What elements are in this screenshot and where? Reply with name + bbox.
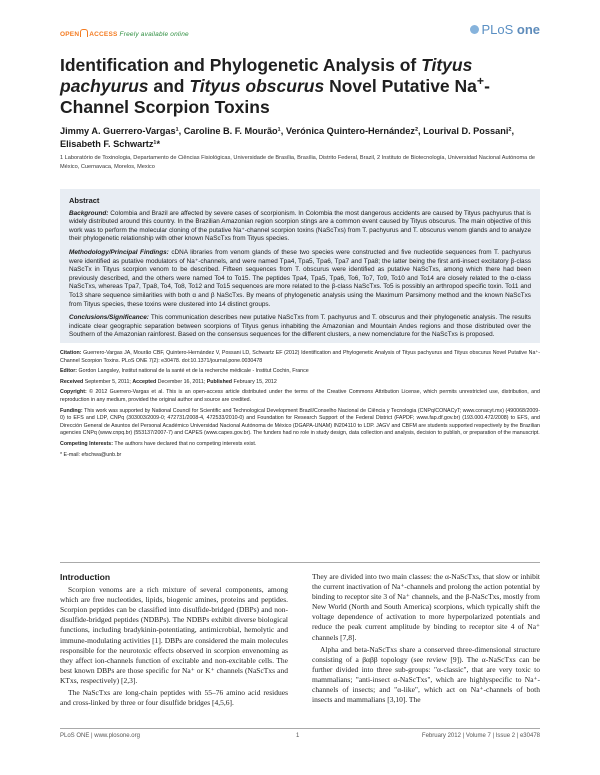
abstract-conclusions: Conclusions/Significance: This communication describes new putative NaScTxs from T. pachyurus and T. obscurus and their phylogenetic analysis. The results indicate clear geographic separation between scorpions of Tityus genus inhabiting the Amazonian and Mountain Andes regions and those distributed over the Southern of the Amazonian rainforest. Based on the consensus sequences for the different clusters, a new nomenclature for the NaScTxs is proposed. [69, 314, 531, 339]
intro-paragraph: The NaScTxs are long-chain peptides with 55–76 amino acid residues and cross-linked by three or four disulfide bridges [4,5,6]. [60, 688, 288, 708]
journal-header [60, 22, 540, 42]
plos-one-logo: PLoS one [470, 22, 540, 37]
left-column [60, 572, 288, 710]
affiliations: 1 Laboratório de Toxinologia, Departamento de Ciências Fisiológicas, Universidade de Brasília, Brasília, Distrito Federal, Brazil, 2 Instituto de Biotecnología, Universidad Nacional Autónoma de México, Cuernavaca, Morelos, Mexico [60, 155, 535, 170]
page-number: 1 [296, 733, 300, 739]
plos-dot-icon [470, 25, 479, 34]
abstract-box [60, 189, 540, 343]
intro-heading: Introduction [60, 572, 111, 582]
footer-journal[interactable]: PLoS ONE | www.plosone.org [60, 733, 140, 739]
competing-interests: Competing Interests: The authors have declared that no competing interests exist. [60, 440, 257, 447]
abstract-background: Background: Colombia and Brazil are affected by severe cases of scorpionism. In Colombia the most dangerous accidents are caused by Tityus pachyurus that is widely distributed around this country. In the Brazilian Amazonian region scorpion stings are a common event caused by Tityus obscurus. The main objective of this work was to perform the molecular cloning of the putative Na⁺-channel scorpion toxins (NaScTxs) from T. pachyurus and T. obscurus venom glands and to analyze their phylogenetic relationship with other known NaScTxs from Tityus species. [69, 209, 531, 243]
page-footer [60, 733, 540, 745]
abstract-heading: Abstract [69, 196, 100, 205]
citation: Citation: Guerrero-Vargas JA, Mourão CBF, Quintero-Hernández V, Possani LD, Schwartz EF (2012) Identification and Phylogenetic Analysis of Tityus pachyurus and Tityus obscurus Novel Putative Na⁺-Channel Scorpion Toxins. PLoS ONE 7(2): e30478. doi:10.1371/journal.pone.0030478 [60, 350, 540, 364]
footer-issue: February 2012 | Volume 7 | Issue 2 | e30478 [421, 733, 540, 739]
editor: Editor: Gordon Langsley, Institut national de la santé et de la recherche médicale - Institut Cochin, France [60, 368, 309, 375]
open-lock-icon [80, 29, 88, 37]
footer-divider [60, 728, 540, 729]
divider [60, 562, 540, 563]
article-title: Identification and Phylogenetic Analysis of Tityus pachyurus and Tityus obscurus Novel Putative Na+-Channel Scorpion Toxins [60, 55, 490, 117]
dates: Received September 5, 2011; Accepted December 16, 2011; Published February 15, 2012 [60, 378, 277, 385]
right-column [312, 572, 540, 707]
copyright: Copyright: © 2012 Guerrero-Vargas et al. This is an open-access article distributed under the terms of the Creative Commons Attribution License, which permits unrestricted use, distribution, and reproduction in any medium, provided the original author and source are credited. [60, 389, 540, 403]
article-metadata [60, 350, 540, 462]
intro-paragraph: They are divided into two main classes: the α-NaScTxs, that slow or inhibit the current inactivation of Na⁺-channels and prolong the action potential by binding to receptor site 3 of Na⁺ channels, and the β-NaScTxs, mostly from New World (North and South America) scorpions, which typically shift the voltage dependence of activation to more hyperpolarized potentials and reduce the peak current amplitude by binding to receptor site 4 of Na⁺ channels [7,8]. [312, 572, 540, 642]
intro-paragraph: Alpha and beta-NaScTxs share a conserved three-dimensional structure consisting of a βαββ topology (see review [9]). The α-NaScTxs can be further divided into three sub-groups: "α-classic", that are very toxic to mammalians; "anti-insect α-NaScTxs", which are highlyspecific to Na⁺-channels of insects; and "α-like", which act on Na⁺-channels of both insects and mammalians [3,10]. The [312, 644, 540, 705]
freely-available-text: Freely available online [119, 31, 189, 38]
funding: Funding: This work was supported by National Council for Scientific and Technological Development Brazil/Conselho Nacional de Ciência y Tecnologia (CNPq/CONACyT; www.conacyt.mx) (490068/2009-0) to EFS and LDP, CNPq (303003/2009-0; 472731/2008-4, 472533/2010-0) and Foundation for Research Support of the Federal District (FAPDF; www.fap.df.gov.br) (193.000.472/2008) to EFS, and Dirección General de Asuntos del Personal Académico Universidad Nacional Autónoma de México (DGAPA-UNAM) IN204110 to LDP. JAGV and CBFM are students supported respectively by the Brazilian agencies CNPq (www.cnpq.br) (553137/2007-7) and CAPES (www.capes.gov.br). The funders had no role in study design, data collection and analysis, decision to publish, or preparation of the manuscript. [60, 407, 540, 437]
open-access-badge: OPEN ACCESS Freely available online [60, 31, 189, 38]
intro-paragraph: Scorpion venoms are a rich mixture of several components, among which are free nucleotides, lipids, biogenic amines, proteins and peptides. Scorpion peptides can be classified into disulfide-bridged (DBPs) and non-disulfide-bridged peptides (NDBPs). The NDBPs exhibit diverse biological functions, including bradykinin-potentiating, antimicrobial, hemolytic and immune-modulating activities [1]. DBPs are considered the main molecules responsible for the neurotoxic effects observed in scorpion envenoming as they affect ion-channels function of excitable and non-excitable cells. The best known DBPs are those specific for Na⁺ or K⁺ channels (NaScTxs and KTxs, respectively) [2,3]. [60, 585, 288, 685]
author-list: Jimmy A. Guerrero-Vargas¹, Caroline B. F. Mourão¹, Verónica Quintero-Hernández², Lourival D. Possani², Elisabeth F. Schwartz¹* [60, 126, 515, 149]
email[interactable]: * E-mail: efschwa@unb.br [60, 451, 122, 458]
abstract-methods: Methodology/Principal Findings: cDNA libraries from venom glands of these two species were constructed and five nucleotide sequences from T. pachyurus were identified as putative modulators of Na⁺-channels, and were named Tpa4, Tpa5, Tpa6, Tpa7 and Tpa8; the latter being the first anti-insect excitatory β-class NaScTx in Tityus scorpion venom to be described. Fifteen sequences from T. obscurus were identified as putative NaScTxs, among which there had been previously described, and the others were named To4 to To15. The peptides Tpa4, Tpa5, Tpa6, To6, To7, To9, To10 and To14 are closely related to the α-class NaScTxs, whereas Tpa7, Tpa8, To4, To8, To12 and To15 sequences are more related to the β-class NaScTxs. To5 is possibly an arthropod specific toxin. To11 and To13 share sequence similarities with both α and β NaScTxs. By means of phylogenetic analysis using the Maximum Parsimony method and the known NaScTxs from Tityus species, these toxins were clustered into 14 distinct groups. [69, 248, 531, 308]
